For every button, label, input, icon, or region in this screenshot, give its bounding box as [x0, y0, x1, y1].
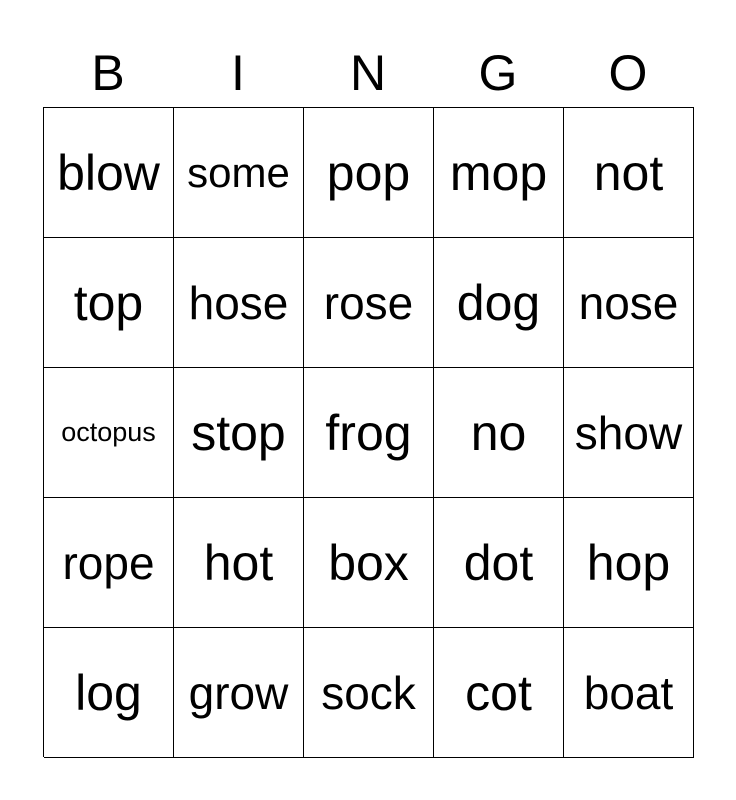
cell-word: cot — [465, 664, 532, 721]
cell-word: hot — [203, 534, 274, 591]
bingo-cell[interactable] — [44, 238, 174, 368]
cell-word: pop — [326, 144, 411, 201]
cell-word: nose — [578, 276, 679, 329]
header-letter-n: N — [349, 45, 387, 101]
bingo-cell[interactable] — [44, 368, 174, 498]
bingo-cell[interactable] — [304, 108, 434, 238]
bingo-cell[interactable] — [564, 628, 694, 758]
bingo-cell[interactable] — [434, 628, 564, 758]
bingo-cell[interactable] — [564, 498, 694, 628]
bingo-cell[interactable] — [304, 498, 434, 628]
bingo-cell[interactable] — [174, 628, 304, 758]
bingo-cell[interactable] — [304, 368, 434, 498]
bingo-cell[interactable] — [434, 238, 564, 368]
bingo-cell[interactable] — [434, 368, 564, 498]
cell-word: hose — [188, 276, 289, 329]
header-letter-g: G — [478, 45, 518, 101]
cell-word: not — [593, 144, 664, 201]
cell-word: sock — [321, 666, 416, 719]
cell-word: blow — [57, 144, 160, 201]
bingo-cell[interactable] — [304, 628, 434, 758]
bingo-cell[interactable] — [44, 108, 174, 238]
cell-word: octopus — [61, 417, 156, 447]
bingo-cell[interactable] — [564, 108, 694, 238]
cell-word: no — [470, 404, 527, 461]
cell-word: frog — [325, 404, 412, 461]
bingo-cell[interactable] — [174, 368, 304, 498]
bingo-header — [43, 40, 693, 106]
cell-word: hop — [586, 534, 671, 591]
cell-word: box — [328, 534, 409, 591]
cell-word: grow — [188, 666, 289, 719]
bingo-cell[interactable] — [564, 238, 694, 368]
cell-word: rope — [62, 536, 155, 589]
cell-word: some — [187, 148, 290, 196]
bingo-board — [43, 107, 694, 757]
cell-word: top — [73, 274, 144, 331]
cell-word: show — [574, 406, 683, 459]
bingo-cell[interactable] — [564, 368, 694, 498]
cell-word: boat — [583, 666, 674, 719]
bingo-cell[interactable] — [44, 628, 174, 758]
cell-word: dot — [463, 534, 534, 591]
bingo-cell[interactable] — [174, 498, 304, 628]
cell-word: rose — [323, 276, 414, 329]
header-letter-b: B — [91, 45, 125, 101]
header-letter-i: I — [231, 45, 245, 101]
cell-word: dog — [456, 274, 541, 331]
header-letter-o: O — [608, 45, 648, 101]
bingo-cell[interactable] — [174, 238, 304, 368]
cell-word: mop — [449, 144, 548, 201]
bingo-cell[interactable] — [174, 108, 304, 238]
bingo-cell[interactable] — [434, 108, 564, 238]
bingo-cell[interactable] — [434, 498, 564, 628]
cell-word: log — [75, 664, 142, 721]
bingo-cell[interactable] — [304, 238, 434, 368]
bingo-cell[interactable] — [44, 498, 174, 628]
cell-word: stop — [191, 404, 286, 461]
